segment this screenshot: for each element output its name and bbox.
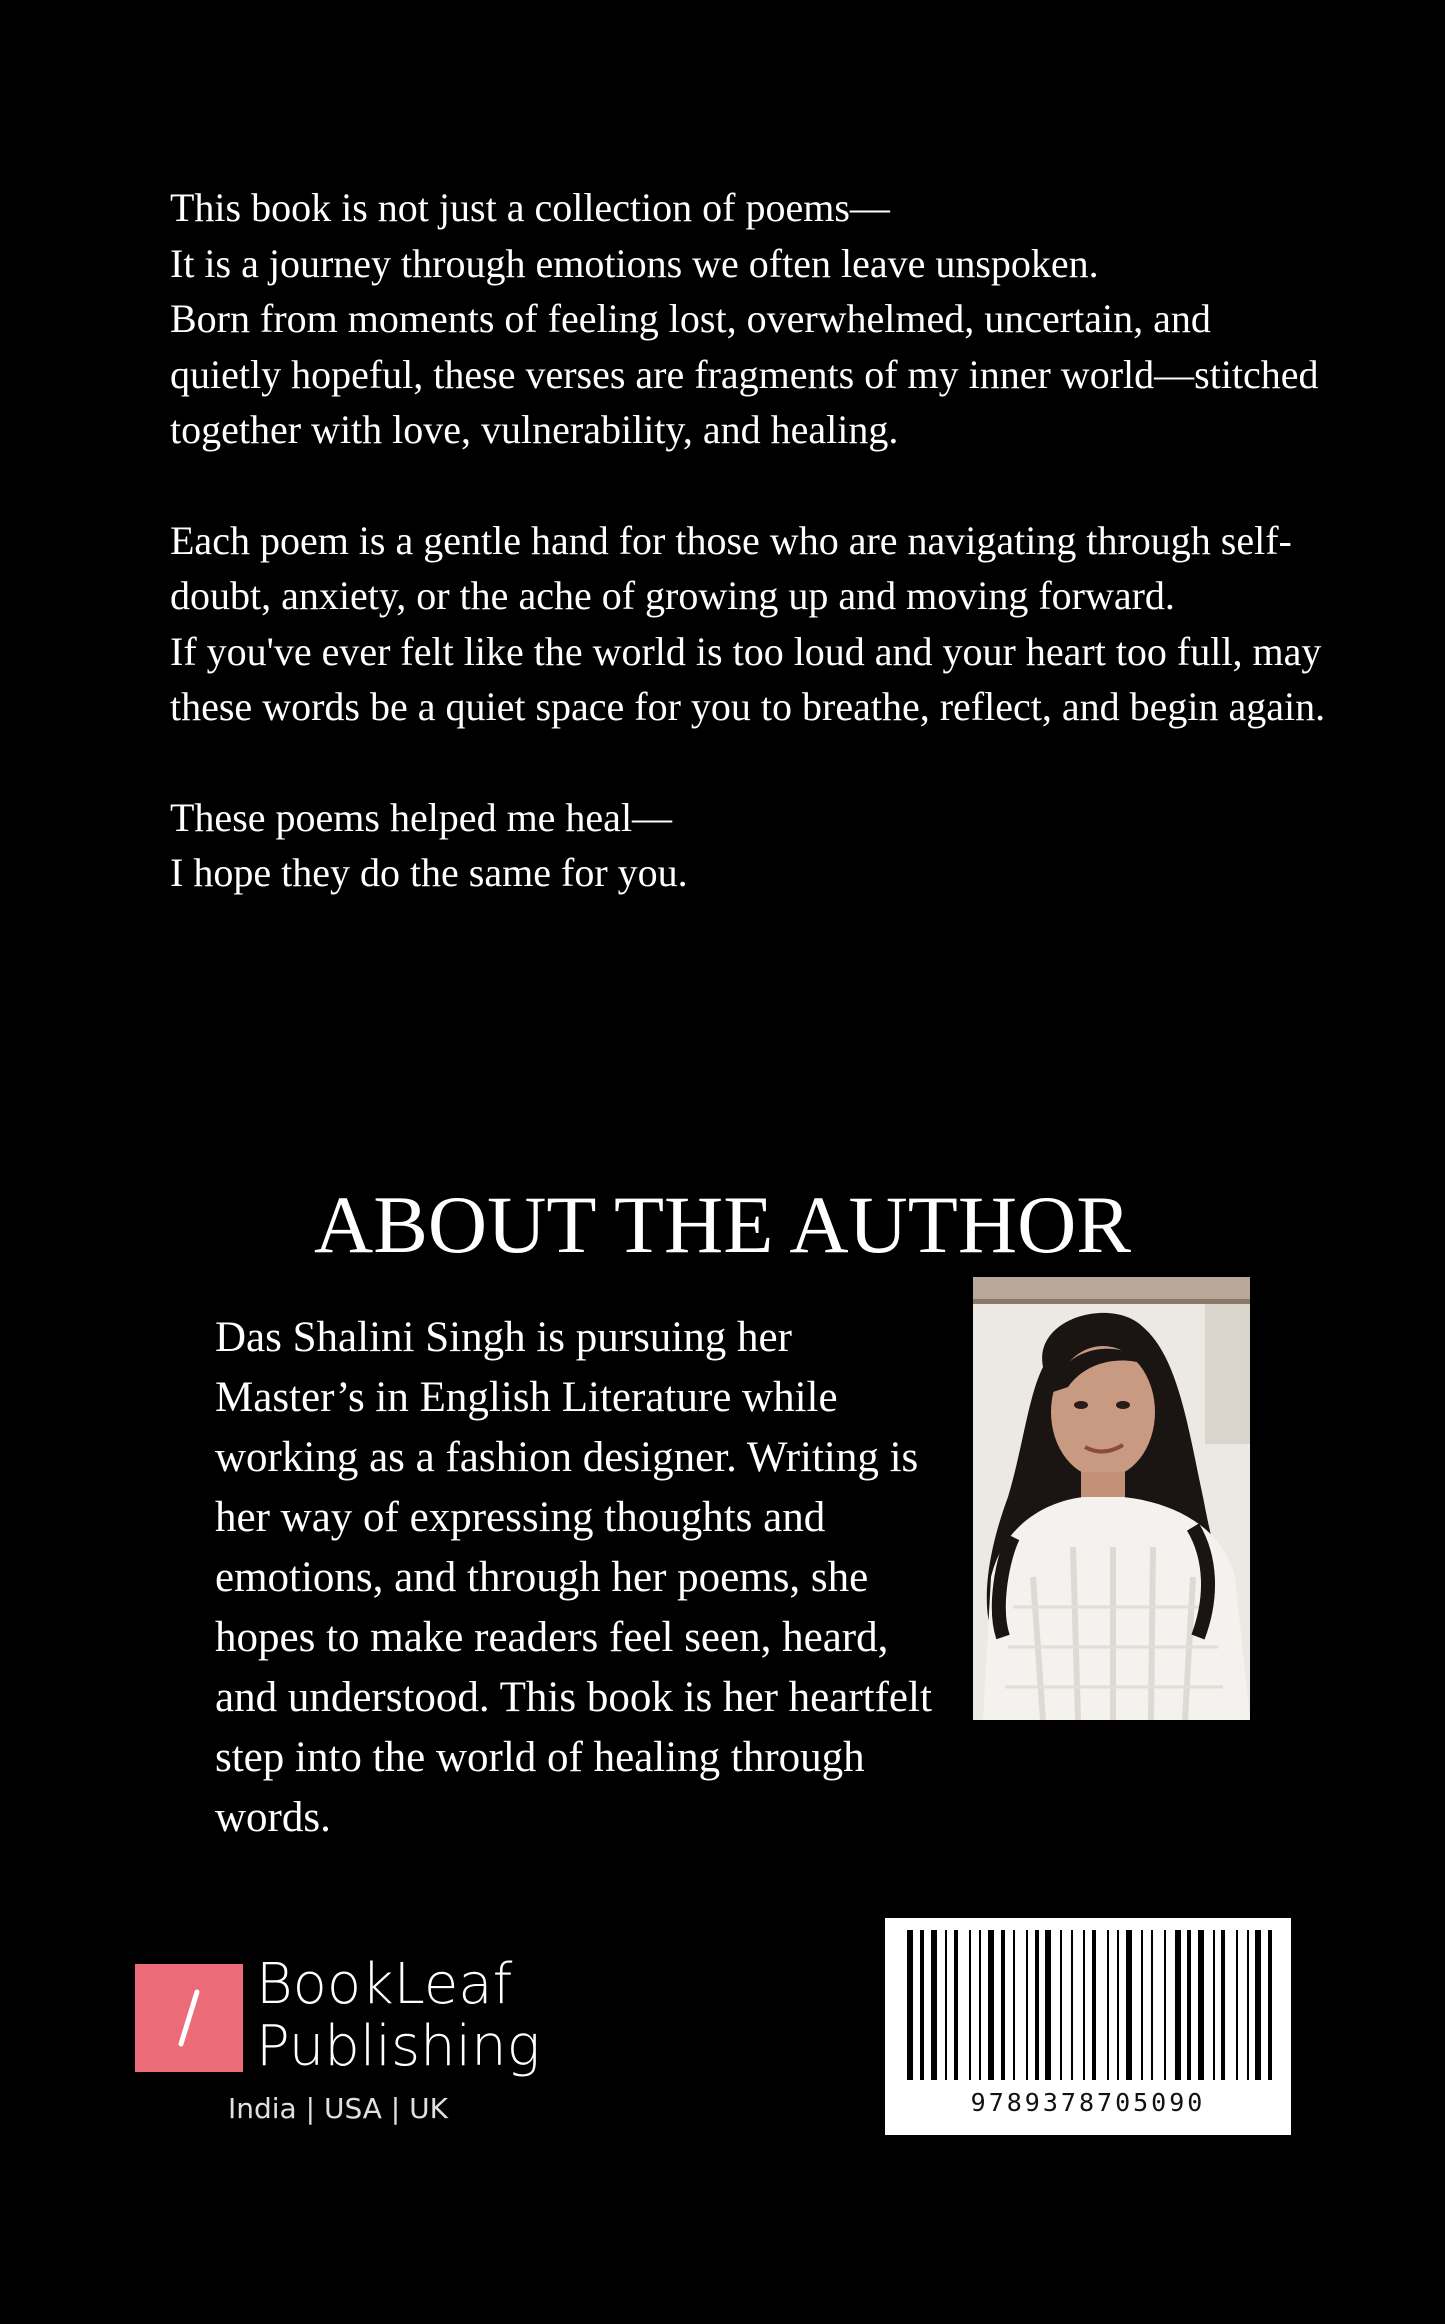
barcode-bar	[1001, 1930, 1005, 2080]
publisher-name	[256, 1954, 540, 2078]
barcode-bar	[1083, 1930, 1085, 2080]
blurb-line: I hope they do the same for you.	[170, 850, 688, 895]
barcode-bar	[1126, 1930, 1132, 2080]
barcode-bar	[1221, 1930, 1225, 2080]
barcode-bar	[1268, 1930, 1272, 2080]
barcode-bar	[1013, 1930, 1015, 2080]
barcode-bar	[1107, 1930, 1109, 2080]
barcode-bar	[1060, 1930, 1062, 2080]
barcode-bar	[1117, 1930, 1119, 2080]
barcode-bar	[1198, 1930, 1204, 2080]
publisher-name-line2: Publishing	[256, 2014, 541, 2079]
barcode-bar	[1141, 1930, 1143, 2080]
publisher-logo-mark	[135, 1964, 243, 2072]
blurb-line: It is a journey through emotions we often leave unspoken.	[170, 240, 1099, 286]
barcode-bar	[1045, 1930, 1051, 2080]
blurb-line: Each poem is a gentle hand for those who are navigating through self-doubt, anxiety, or the ache of growing up and moving forward.	[170, 517, 1292, 618]
author-photo	[973, 1277, 1250, 1720]
barcode-bar	[969, 1930, 971, 2080]
blurb-line: These poems helped me heal—	[170, 794, 673, 840]
barcode-bar	[1187, 1930, 1191, 2080]
isbn-barcode	[885, 1918, 1291, 2135]
barcode-bar	[920, 1930, 924, 2080]
barcode-bar	[1255, 1930, 1261, 2080]
blurb-line: This book is not just a collection of poems—	[170, 185, 890, 230]
barcode-bar	[988, 1930, 994, 2080]
back-cover-blurb	[170, 180, 1330, 901]
barcode-bar	[1035, 1930, 1039, 2080]
barcode-bar	[954, 1930, 958, 2080]
barcode-bar	[1236, 1930, 1238, 2080]
barcode-bar	[931, 1930, 937, 2080]
barcode-bars	[885, 1918, 1291, 2088]
author-bio: Das Shalini Singh is pursuing her Master’s in English Literature while working as a fashion designer. Writing is her way of expressing thoughts and emotions, and through her poems, she hopes to make readers feel seen, heard, and understood. This book is her heartfelt step into the world of healing through words.	[215, 1314, 932, 1841]
barcode-bar	[945, 1930, 947, 2080]
barcode-bar	[1164, 1930, 1166, 2080]
barcode-bar	[1151, 1930, 1153, 2080]
barcode-bar	[1026, 1930, 1028, 2080]
barcode-bar	[1247, 1930, 1249, 2080]
blurb-line: If you've ever felt like the world is too loud and your heart too full, may these words be a quiet space for you to breathe, reflect, and begin again.	[170, 628, 1326, 729]
barcode-bar	[1071, 1930, 1073, 2080]
barcode-bar	[1213, 1930, 1215, 2080]
publisher-name-line1: BookLeaf	[256, 1952, 513, 2017]
barcode-bar	[1092, 1930, 1096, 2080]
publisher-regions: India | USA | UK	[228, 2092, 448, 2125]
isbn-number: 9789378705090	[970, 2088, 1206, 2117]
about-author-heading: ABOUT THE AUTHOR	[314, 1179, 1131, 1270]
barcode-bar	[979, 1930, 981, 2080]
blurb-line: Born from moments of feeling lost, overwhelmed, uncertain, and quietly hopeful, these verses are fragments of my inner world—stitched together with love, vulnerability, and healing.	[170, 296, 1319, 452]
barcode-bar	[907, 1930, 913, 2080]
barcode-bar	[1175, 1930, 1181, 2080]
